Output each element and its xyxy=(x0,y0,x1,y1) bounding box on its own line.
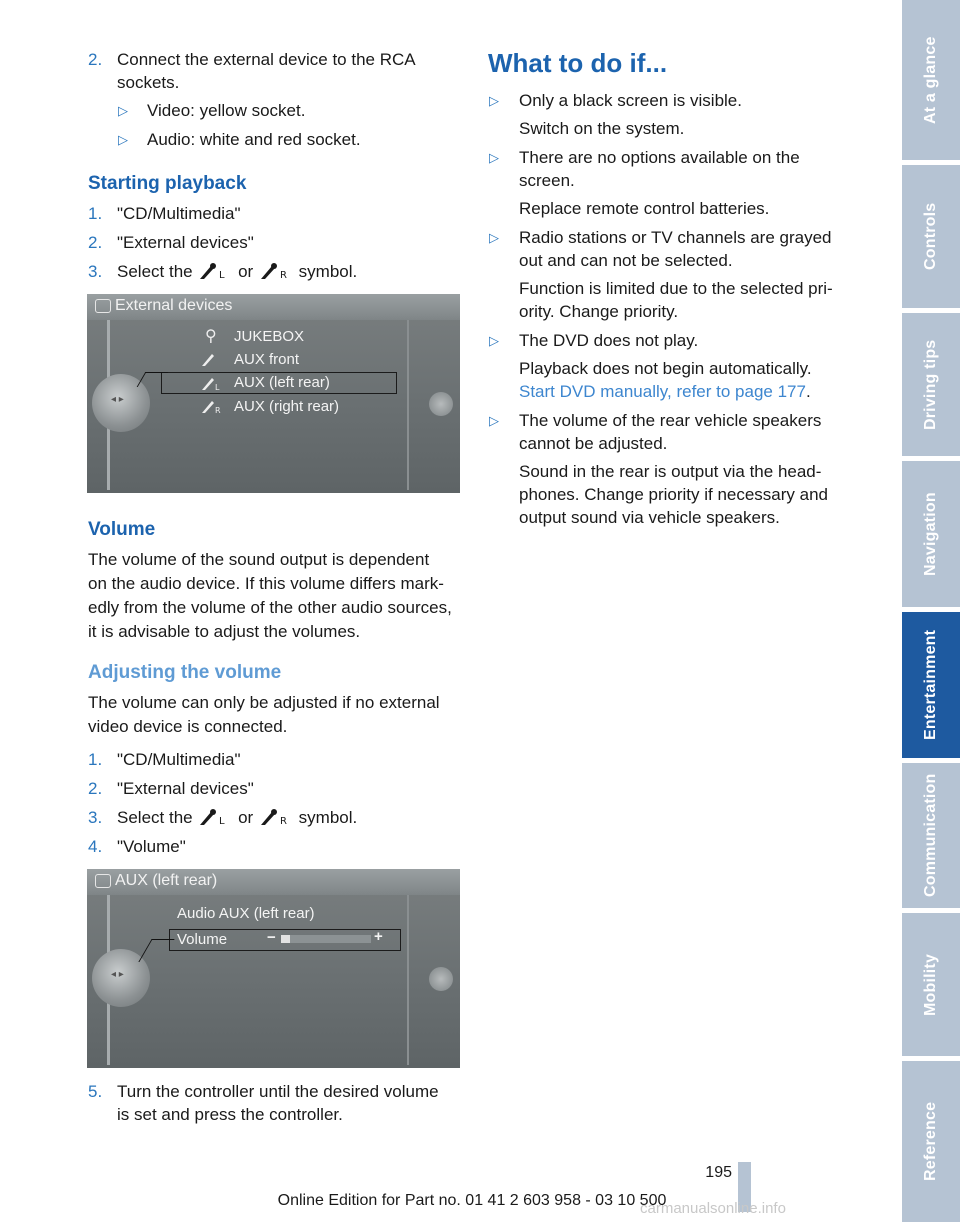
svg-text:R: R xyxy=(279,816,287,826)
step-text: Select the L or R symbol. xyxy=(117,262,358,281)
screen-title: External devices xyxy=(115,297,233,314)
menu-item-aux-right-rear[interactable]: AUX (right rear) xyxy=(234,398,340,415)
svg-text:L: L xyxy=(219,816,225,826)
problem-text: cannot be adjusted. xyxy=(519,434,668,453)
screenshot-external-devices xyxy=(87,294,460,493)
bullet-text: Audio: white and red socket. xyxy=(147,130,361,149)
aux-right-symbol-icon xyxy=(258,808,294,826)
tab-entertainment[interactable] xyxy=(902,612,960,758)
tab-label: Navigation xyxy=(922,492,939,576)
step-text: "External devices" xyxy=(117,233,254,252)
step-number: 3. xyxy=(88,262,103,281)
bullet-icon: ▷ xyxy=(489,93,499,108)
paragraph-line: The volume of the sound output is dependent xyxy=(88,550,430,569)
solution-text: Switch on the system. xyxy=(519,119,685,138)
solution-text: output sound via vehicle speakers. xyxy=(519,508,780,527)
menu-item-aux-front[interactable]: AUX front xyxy=(234,351,300,368)
edition-footer: Online Edition for Part no. 01 41 2 603 958 - 03 10 500 xyxy=(277,1192,667,1209)
paragraph-line: on the audio device. If this volume differs mark- xyxy=(88,574,444,593)
paragraph-line: edly from the volume of the other audio sources, xyxy=(88,598,452,617)
screen-subtitle: Audio AUX (left rear) xyxy=(177,905,315,922)
volume-slider[interactable] xyxy=(281,935,371,943)
bullet-icon: ▷ xyxy=(489,413,499,428)
solution-text: Replace remote control batteries. xyxy=(519,199,770,218)
subsection-heading: Adjusting the volume xyxy=(88,662,282,683)
svg-text:L: L xyxy=(215,383,220,392)
step-text: is set and press the controller. xyxy=(117,1105,343,1124)
option-button xyxy=(429,967,453,991)
problem-text: out and can not be selected. xyxy=(519,251,733,270)
watermark: carmanualsonline.info xyxy=(640,1200,786,1217)
screen-divider xyxy=(407,320,409,490)
tab-label: Mobility xyxy=(922,953,939,1016)
solution-text: Playback does not begin automatically. xyxy=(519,359,812,378)
section-heading: Starting playback xyxy=(88,173,247,194)
paragraph-line: The volume can only be adjusted if no external xyxy=(88,693,440,712)
knob-arrows-icon: ◂ ▸ xyxy=(111,969,124,980)
svg-text:R: R xyxy=(215,406,221,415)
menu-item-aux-left-rear[interactable]: AUX (left rear) xyxy=(234,374,330,391)
bullet-icon: ▷ xyxy=(489,230,499,245)
solution-text: ority. Change priority. xyxy=(519,302,679,321)
volume-label: Volume xyxy=(177,931,228,948)
step-text: "Volume" xyxy=(117,837,186,856)
aux-right-symbol-icon xyxy=(258,262,294,280)
section-heading: Volume xyxy=(88,519,156,540)
tab-label: Controls xyxy=(922,202,939,271)
step-text: "CD/Multimedia" xyxy=(117,750,241,769)
reference-line: Start DVD manually, refer to page 177. xyxy=(519,382,811,401)
bullet-icon: ▷ xyxy=(118,103,128,118)
step-text: "CD/Multimedia" xyxy=(117,204,241,223)
screen-title: AUX (left rear) xyxy=(115,872,218,889)
tab-mobility[interactable] xyxy=(902,913,960,1056)
aux-left-symbol-icon xyxy=(197,262,233,280)
tab-label: Entertainment xyxy=(922,629,939,741)
aux-right-icon xyxy=(200,397,222,415)
tab-label: At a glance xyxy=(922,36,939,124)
step-number: 2. xyxy=(88,50,103,69)
bullet-icon: ▷ xyxy=(489,150,499,165)
menu-icon xyxy=(95,874,111,888)
volume-plus[interactable]: + xyxy=(374,928,383,945)
screenshot-volume xyxy=(87,869,460,1068)
step-number: 2. xyxy=(88,779,103,798)
knob-arrows-icon: ◂ ▸ xyxy=(111,394,124,405)
solution-text: phones. Change priority if necessary and xyxy=(519,485,829,504)
step-text: Connect the external device to the RCA xyxy=(117,50,416,69)
volume-level xyxy=(281,935,290,943)
tab-controls[interactable] xyxy=(902,165,960,308)
step-number: 5. xyxy=(88,1082,103,1101)
problem-text: The DVD does not play. xyxy=(519,331,699,350)
problem-text: There are no options available on the xyxy=(519,148,800,167)
volume-minus[interactable]: − xyxy=(267,929,276,946)
option-button xyxy=(429,392,453,416)
usb-icon: ⚲ xyxy=(205,328,217,345)
problem-text: Radio stations or TV channels are grayed xyxy=(519,228,832,247)
screen-divider xyxy=(407,895,409,1065)
bullet-icon: ▷ xyxy=(118,132,128,147)
step-text: "External devices" xyxy=(117,779,254,798)
page-reference-link[interactable]: Start DVD manually, refer to page 177 xyxy=(519,382,806,401)
aux-left-symbol-icon xyxy=(197,808,233,826)
tab-label: Reference xyxy=(922,1101,939,1182)
tab-communication[interactable] xyxy=(902,763,960,908)
paragraph-line: video device is connected. xyxy=(88,717,288,736)
step-number: 1. xyxy=(88,204,103,223)
step-text: Select the L or R symbol. xyxy=(117,808,358,827)
paragraph-line: it is advisable to adjust the volumes. xyxy=(88,622,361,641)
menu-item-jukebox[interactable]: JUKEBOX xyxy=(234,328,305,345)
bullet-icon: ▷ xyxy=(489,333,499,348)
bullet-text: Video: yellow socket. xyxy=(147,101,306,120)
svg-text:L: L xyxy=(219,270,225,280)
tab-driving-tips[interactable] xyxy=(902,313,960,456)
step-text: Turn the controller until the desired volume xyxy=(117,1082,439,1101)
tab-at-a-glance[interactable] xyxy=(902,0,960,160)
step-number: 3. xyxy=(88,808,103,827)
page-number: 195 xyxy=(705,1164,732,1181)
tab-label: Communication xyxy=(922,773,939,898)
step-number: 1. xyxy=(88,750,103,769)
step-number: 4. xyxy=(88,837,103,856)
problem-text: The volume of the rear vehicle speakers xyxy=(519,411,822,430)
step-text: sockets. xyxy=(117,73,180,92)
tab-label: Driving tips xyxy=(922,339,939,430)
section-heading: What to do if... xyxy=(488,48,668,78)
solution-text: Sound in the rear is output via the head- xyxy=(519,462,822,481)
problem-text: Only a black screen is visible. xyxy=(519,91,742,110)
step-number: 2. xyxy=(88,233,103,252)
problem-text: screen. xyxy=(519,171,575,190)
aux-icon xyxy=(200,350,218,368)
svg-text:R: R xyxy=(279,270,287,280)
solution-text: Function is limited due to the selected pri- xyxy=(519,279,833,298)
tab-navigation[interactable] xyxy=(902,461,960,607)
aux-left-icon xyxy=(200,374,222,392)
menu-icon xyxy=(95,299,111,313)
